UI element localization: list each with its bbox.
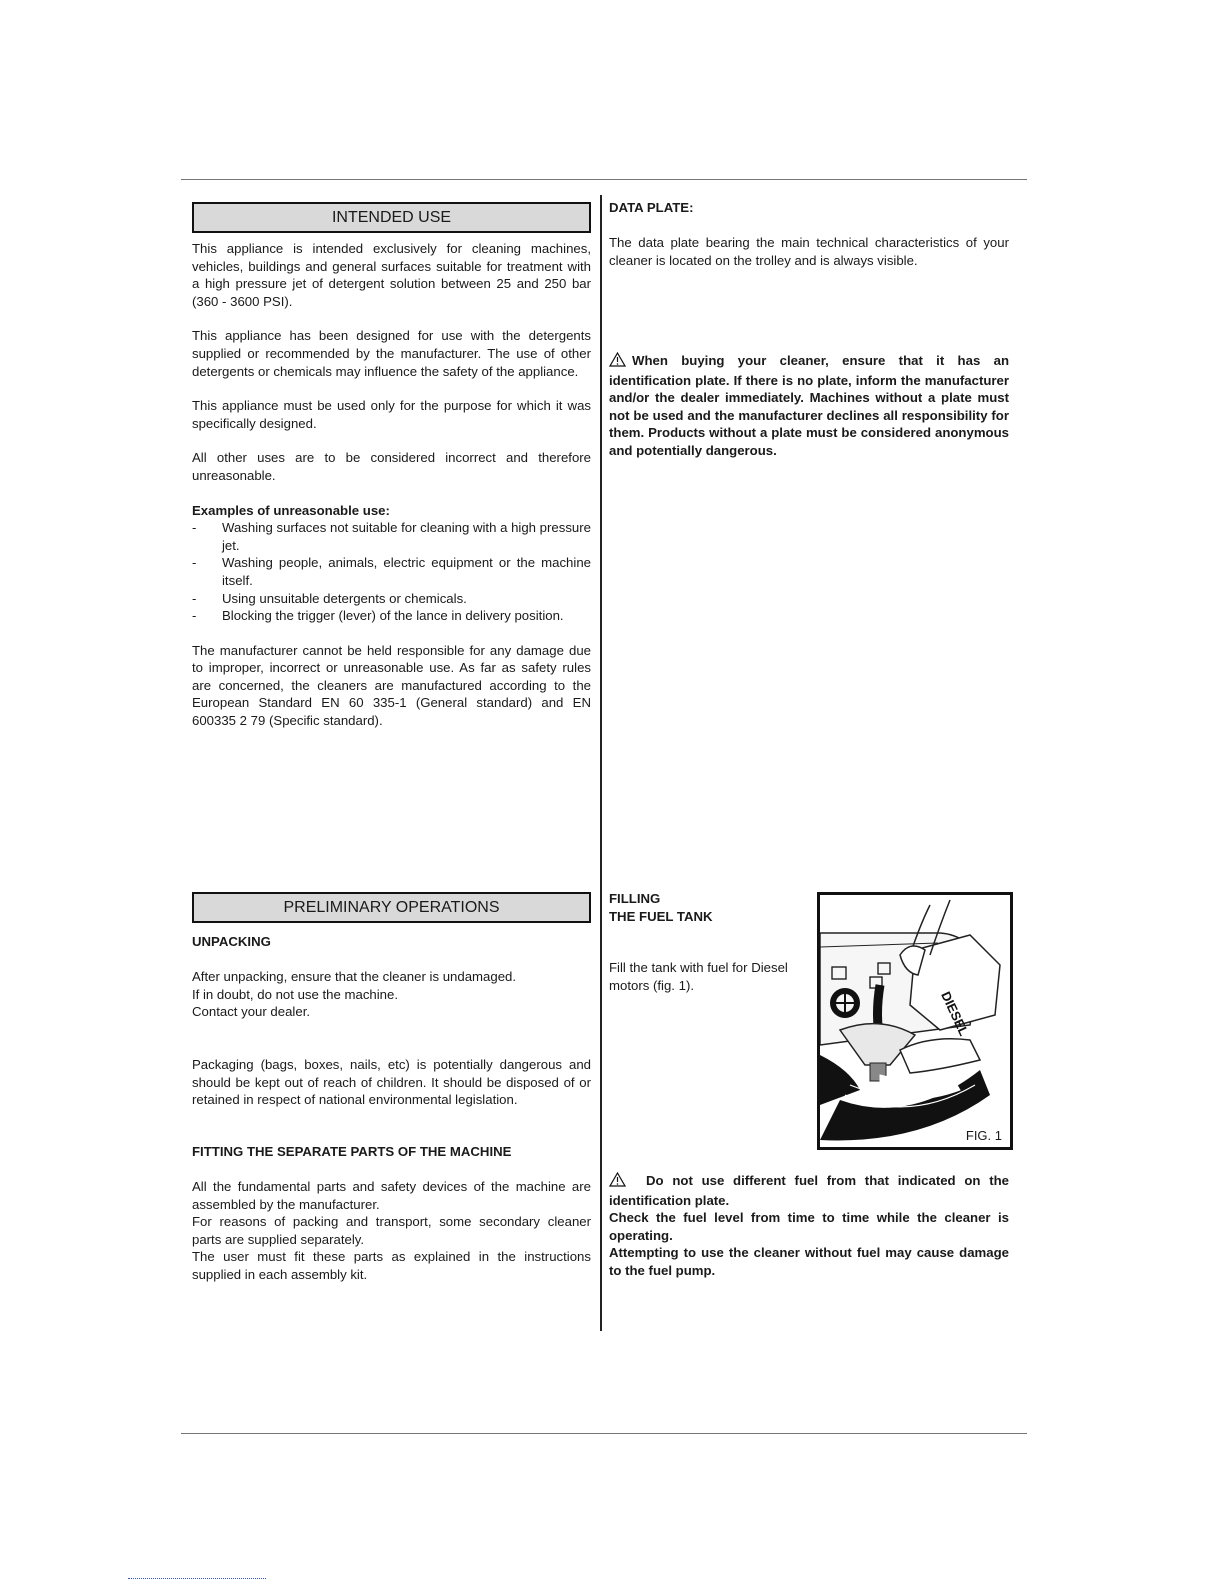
data-plate-p1: The data plate bearing the main technical characteristics of your cleaner is located on the trolley and is always visible.	[609, 235, 1009, 268]
fuel-warning-line-3: Attempting to use the cleaner without fuel may cause damage to the fuel pump.	[609, 1245, 1009, 1278]
unpacking-heading: UNPACKING	[192, 934, 271, 949]
unpacking-line-1: After unpacking, ensure that the cleaner is undamaged.	[192, 969, 517, 984]
header-rule	[181, 179, 1027, 180]
list-item: - Washing surfaces not suitable for cleaning with a high pressure jet.	[192, 519, 591, 554]
filling-paragraph: Fill the tank with fuel for Diesel motors (fig. 1).	[609, 960, 788, 993]
data-plate-heading: DATA PLATE:	[609, 200, 694, 215]
fuel-warning-line-1-text: Do not use different fuel from that indicated on the identification plate.	[609, 1173, 1009, 1208]
fitting-line-2: For reasons of packing and transport, some secondary cleaner parts are supplied separately.	[192, 1214, 591, 1247]
fitting-line-1: All the fundamental parts and safety devices of the machine are assembled by the manufacturer.	[192, 1179, 591, 1212]
figure-1	[817, 892, 1013, 1150]
fitting-line-3: The user must fit these parts as explained in the instructions supplied in each assembly kit.	[192, 1249, 591, 1282]
preliminary-operations-heading: PRELIMINARY OPERATIONS	[192, 892, 591, 923]
warning-icon	[609, 1172, 626, 1192]
filling-heading-line-2: THE FUEL TANK	[609, 908, 713, 924]
intended-use-p4: All other uses are to be considered incorrect and therefore unreasonable.	[192, 450, 591, 483]
filling-heading-line-1: FILLING	[609, 891, 661, 906]
list-item: - Washing people, animals, electric equipment or the machine itself.	[192, 554, 591, 589]
examples-list	[192, 519, 591, 625]
fuel-warning	[609, 1172, 1009, 1280]
fuel-warning-line-1	[609, 1172, 1009, 1209]
warning-icon	[609, 352, 626, 372]
intended-use-p1: This appliance is intended exclusively for cleaning machines, vehicles, buildings and general surfaces suitable for treatment with a high pressure jet of detergent solution between 25 and 250 bar (360 - 3600 PSI).	[192, 241, 591, 309]
list-item: - Using unsuitable detergents or chemicals.	[192, 590, 591, 608]
intended-use-p3: This appliance must be used only for the purpose for which it was specifically designed.	[192, 398, 591, 431]
intended-use-p5: The manufacturer cannot be held responsible for any damage due to improper, incorrect or unreasonable use. As far as safety rules are concerned, the cleaners are manufactured according to the European Standard EN 60 335-1 (General standard) and EN 600335 2 79 (Specific standard).	[192, 642, 591, 729]
intended-use-heading: INTENDED USE	[192, 202, 591, 233]
unpacking-line-3: Contact your dealer.	[192, 1004, 311, 1020]
examples-heading: Examples of unreasonable use:	[192, 502, 390, 518]
unpacking-line-2: If in doubt, do not use the machine.	[192, 986, 399, 1002]
list-item: - Blocking the trigger (lever) of the lance in delivery position.	[192, 607, 591, 625]
figure-label: FIG. 1	[965, 1128, 1002, 1143]
packaging-paragraph: Packaging (bags, boxes, nails, etc) is potentially dangerous and should be kept out of reach of children. It should be disposed of or retained in respect of national environmental legislation.	[192, 1057, 591, 1108]
diesel-can-label: DIESEL	[938, 989, 972, 1039]
fuel-filling-illustration	[820, 895, 1010, 1147]
fitting-heading: FITTING THE SEPARATE PARTS OF THE MACHINE	[192, 1144, 512, 1159]
intended-use-p2: This appliance has been designed for use with the detergents supplied or recommended by the manufacturer. The use of other detergents or chemicals may influence the safety of the appliance.	[192, 328, 591, 379]
unpacking-body	[192, 968, 591, 1021]
fitting-body	[192, 1178, 591, 1284]
column-divider	[600, 195, 602, 1331]
data-plate-warning	[609, 352, 1009, 460]
fuel-warning-line-2: Check the fuel level from time to time while the cleaner is operating.	[609, 1210, 1009, 1243]
footer-rule	[181, 1433, 1027, 1434]
filling-heading	[609, 890, 809, 925]
intended-use-body	[192, 240, 591, 730]
data-plate-warning-text: When buying your cleaner, ensure that it has an identification plate. If there is no plate, inform the manufacturer and/or the dealer immediately. Machines without a plate must not be used and the manufacturer declines all responsibility for them. Products without a plate must be considered anonymous and potentially dangerous.	[609, 353, 1009, 458]
page-bottom-link-underline	[128, 1578, 266, 1580]
